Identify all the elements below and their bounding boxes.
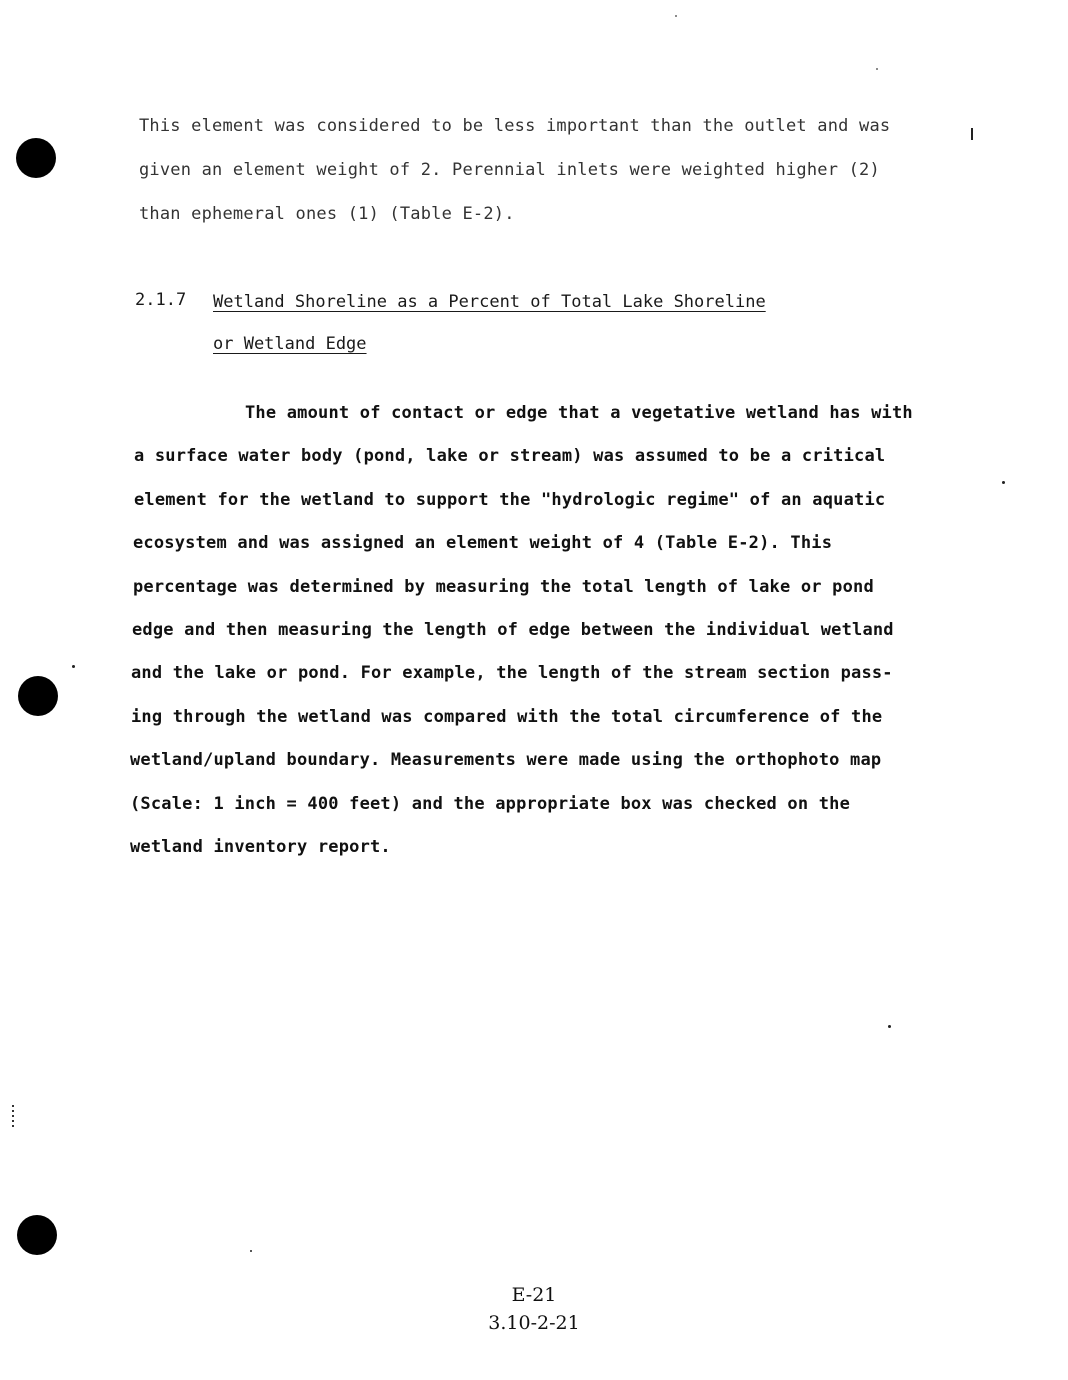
text-line: and the lake or pond. For example, the length of the stream section pass- [131, 663, 893, 683]
text-line: The amount of contact or edge that a vegetative wetland has with [245, 403, 913, 423]
binder-hole-middle [18, 676, 58, 716]
text-line: a surface water body (pond, lake or stream) was assumed to be a critical [134, 446, 886, 466]
binder-hole-bottom [17, 1215, 57, 1255]
text-line: ing through the wetland was compared with the total circumference of the [131, 707, 883, 727]
document-number: 3.10-2-21 [488, 1312, 580, 1334]
text-line: percentage was determined by measuring the total length of lake or pond [133, 577, 874, 597]
scan-speck [12, 1105, 14, 1129]
text-line: (Scale: 1 inch = 400 feet) and the appropriate box was checked on the [130, 794, 851, 814]
section-number: 2.1.7 [135, 290, 187, 310]
binder-hole-top [16, 138, 56, 178]
page-number: E-21 [511, 1284, 557, 1306]
section-title-line2: or Wetland Edge [213, 334, 367, 354]
scan-speck [1002, 481, 1005, 484]
text-line: element for the wetland to support the "hydrologic regime" of an aquatic [134, 490, 886, 510]
text-line: This element was considered to be less important than the outlet and was [139, 116, 891, 136]
text-line: wetland inventory report. [130, 837, 391, 857]
scan-speck [876, 68, 878, 70]
text-line: ecosystem and was assigned an element weight of 4 (Table E-2). This [133, 533, 833, 553]
text-line: given an element weight of 2. Perennial inlets were weighted higher (2) [139, 160, 880, 180]
scan-speck [888, 1025, 891, 1028]
scan-speck [675, 15, 677, 17]
scan-speck [971, 128, 973, 140]
scan-speck [72, 665, 75, 668]
text-line: wetland/upland boundary. Measurements were made using the orthophoto map [130, 750, 882, 770]
section-title-line1: Wetland Shoreline as a Percent of Total Lake Shoreline [213, 292, 766, 312]
text-line: than ephemeral ones (1) (Table E-2). [139, 204, 515, 224]
text-line: edge and then measuring the length of edge between the individual wetland [132, 620, 894, 640]
scan-speck [250, 1250, 252, 1252]
